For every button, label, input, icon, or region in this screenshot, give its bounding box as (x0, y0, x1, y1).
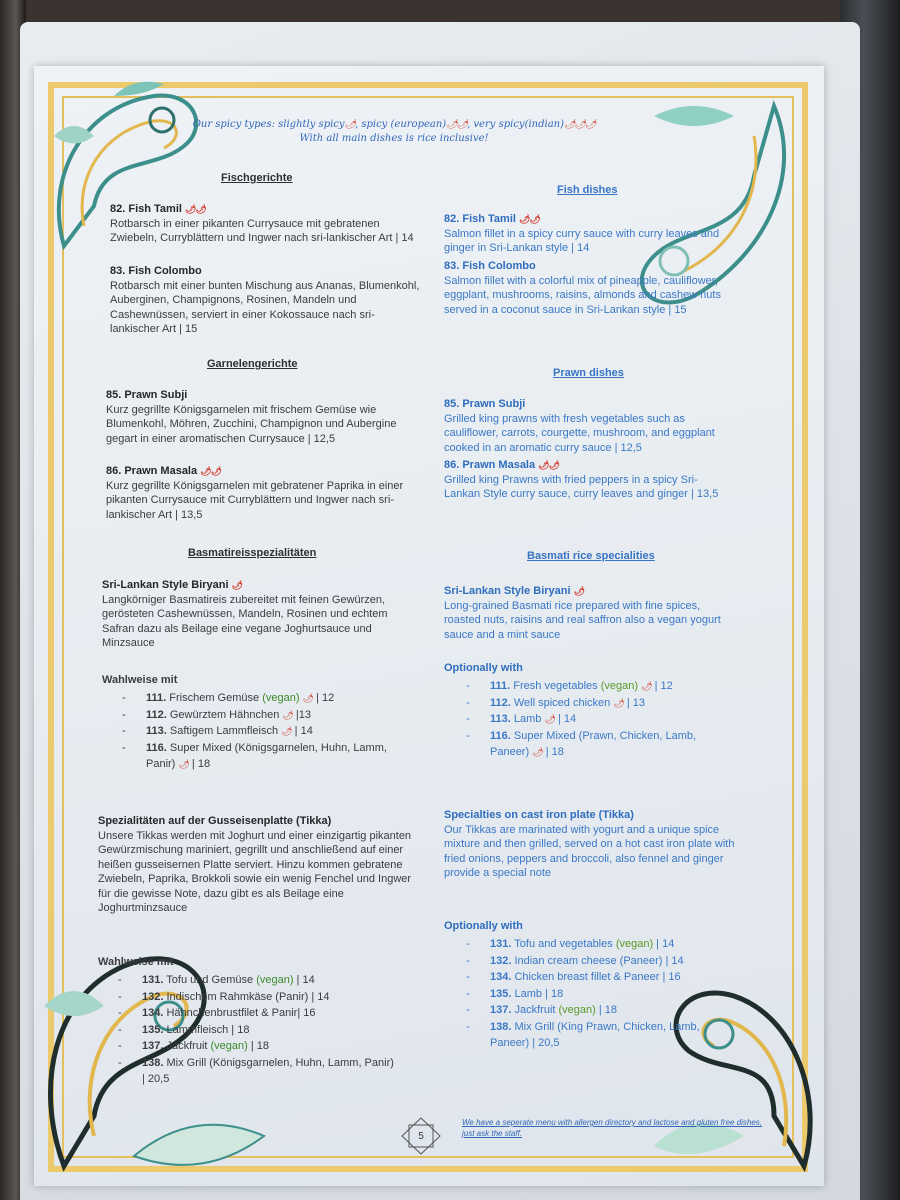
optional-label-de: Wahlweise mit (102, 674, 178, 686)
list-item: - 137. Jackfruit (vegan) | 18 (466, 1004, 618, 1016)
dish-name: 82. Fish Tamil 🌶🌶 (110, 203, 206, 215)
list-item: - 134. Chicken breast fillet & Paneer | 16 (466, 971, 681, 983)
dish-name: 86. Prawn Masala 🌶🌶 (106, 465, 222, 477)
list-item: - 135. Lammfleisch | 18 (118, 1023, 250, 1036)
dish-description: Long-grained Basmati rice prepared with fine spices, roasted nuts, raisins and real saffron also a vegan yogurt sauce and a mint sauce (444, 599, 721, 641)
list-item: - 132. Indian cream cheese (Paneer) | 14 (466, 954, 684, 967)
dish-86-de (106, 464, 421, 522)
list-item: - 138. Mix Grill (Königsgarnelen, Huhn, Lamm, Panir) | 20,5 (118, 1056, 394, 1085)
optional-label-en: Optionally with (444, 662, 523, 674)
list-item: - 113. Saftigem Lammfleisch 🌶 | 14 (122, 725, 313, 737)
rice-inclusive-note: With all main dishes is rice inclusive! (299, 133, 489, 144)
dish-description: Rotbarsch in einer pikanten Currysauce mit gebratenen Zwiebeln, Curryblättern und Ingwer nach sri-lankischer Art | 14 (110, 217, 414, 245)
dish-83-de (110, 264, 420, 337)
chili-icon: 🌶🌶 (519, 214, 540, 224)
spice-legend-prefix: Our spicy types: (192, 119, 275, 130)
chili-icon: 🌶🌶🌶 (564, 120, 596, 130)
chili-icon: 🌶 (532, 747, 543, 757)
dish-name: 86. Prawn Masala 🌶🌶 (444, 459, 560, 471)
dish-82-en (444, 212, 726, 256)
heading-basmati-en: Basmati rice specialities (527, 550, 655, 562)
list-item: - 131. Tofu and vegetables (vegan) | 14 (466, 938, 675, 950)
dish-tikka-de (98, 814, 418, 916)
dish-description: Kurz gegrillte Königsgarnelen mit gebratener Paprika in einer pikanten Currysauce mit Curryblättern und Ingwer nach sri-lankischer Art | 13,5 (106, 479, 404, 521)
spice-legend-very: very spicy(indian) (473, 119, 565, 130)
list-item: - 113. Lamb 🌶 | 14 (466, 713, 577, 725)
dish-name: 83. Fish Colombo (444, 260, 536, 272)
chili-icon: 🌶 (613, 697, 624, 708)
chili-icon: 🌶 (178, 759, 189, 769)
dish-description: Salmon fillet in a spicy curry sauce with curry leaves and ginger in Sri-Lankan style | 14 (444, 227, 720, 255)
list-item: - 132. Indischem Rahmkäse (Panir) | 14 (118, 990, 330, 1003)
dish-biryani-de (102, 578, 422, 651)
dish-name: Sri-Lankan Style Biryani 🌶 (444, 585, 585, 597)
dish-description: Kurz gegrillte Königsgarnelen mit frischem Gemüse wie Blumenkohl, Möhren, Zucchini, Champignon und Aubergine gegart in einer aromatischen Currysauce | 12,5 (106, 403, 397, 445)
dish-85-en (444, 397, 729, 455)
list-item: - 135. Lamb | 18 (466, 987, 564, 1000)
chili-icon: 🌶🌶 (538, 460, 560, 470)
chili-icon: 🌶🌶 (200, 466, 222, 476)
list-item: - 138. Mix Grill (King Prawn, Chicken, Lamb, Paneer) | 20,5 (466, 1020, 700, 1049)
list-item: - 111. Fresh vegetables (vegan) 🌶 | 12 (466, 680, 673, 692)
chili-icon: 🌶 (302, 693, 313, 703)
dish-83-en (444, 259, 726, 317)
list-item: - 137. Jackfruit (vegan) | 18 (118, 1040, 270, 1052)
chili-icon: 🌶 (641, 681, 652, 691)
tikka-options-en (446, 936, 706, 1052)
heading-prawn-de: Garnelengerichte (207, 358, 298, 370)
dish-name: 85. Prawn Subji (444, 398, 526, 410)
list-item: - 116. Super Mixed (Königsgarnelen, Huhn, Lamm, Panir) 🌶 | 18 (122, 741, 387, 770)
heading-basmati-de: Basmatireisspezialitäten (188, 547, 317, 559)
tikka-options-de (98, 972, 398, 1088)
spice-legend-spicy: spicy (european) (361, 119, 447, 130)
dish-tikka-en (444, 808, 739, 881)
dish-86-en (444, 458, 729, 502)
biryani-options-en (446, 678, 726, 761)
dish-description: Rotbarsch mit einer bunten Mischung aus Ananas, Blumenkohl, Auberginen, Champignons, Rosinen, Mandeln und Cashewnüssen, serviert in einer Kokossauce nach sri-lankischer Art | 15 (110, 279, 420, 336)
dish-name: Spezialitäten auf der Gusseisenplatte (Tikka) (98, 815, 332, 827)
chili-icon: 🌶 (544, 714, 555, 724)
dish-82-de (110, 202, 420, 246)
dish-85-de (106, 388, 421, 446)
chili-icon: 🌶🌶 (185, 204, 206, 214)
chili-icon: 🌶 (231, 580, 243, 590)
list-item: - 111. Frischem Gemüse (vegan) 🌶 | 12 (122, 692, 335, 704)
dish-description: Langkörniger Basmatireis zubereitet mit feinen Gewürzen, gerösteten Cashewnüssen, Mandeln, Rosinen und echtem Safran dazu als Beilage eine vegane Joghurtsauce und Minzsauce (102, 593, 388, 650)
biryani-options-de (102, 690, 402, 773)
menu-page (34, 66, 824, 1186)
dish-description: Grilled king Prawns with fried peppers in a spicy Sri-Lankan Style curry sauce, curry leaves and ginger | 13,5 (444, 473, 719, 501)
heading-fish-de: Fischgerichte (221, 172, 293, 184)
list-item: - 112. Gewürztem Hähnchen 🌶 |13 (122, 708, 311, 721)
allergen-note: We have a seperate menu with allergen directory and lactose and gluten free dishes, just ask the staff. (462, 1118, 763, 1138)
dish-description: Our Tikkas are marinated with yogurt and a unique spice mixture and then grilled, served on a hot cast iron plate with fried onions, peppers and broccoli, also fennel and ginger provide a special note (444, 823, 735, 880)
chili-icon: 🌶 (344, 120, 355, 130)
optional-label-de: Wahlweise mit (98, 956, 174, 968)
list-item: - 131. Tofu und Gemüse (vegan) | 14 (118, 974, 315, 986)
dish-name: Specialties on cast iron plate (Tikka) (444, 809, 634, 821)
dish-biryani-en (444, 584, 734, 642)
dish-description: Grilled king prawns with fresh vegetables such as cauliflower, carrots, courgette, mushroom, and eggplant cooked in an aromatic curry sauce | 12,5 (444, 412, 715, 454)
chili-icon: 🌶 (573, 586, 585, 596)
heading-fish-en: Fish dishes (557, 184, 618, 196)
chili-icon: 🌶🌶 (446, 120, 468, 130)
dish-name: 82. Fish Tamil 🌶🌶 (444, 213, 540, 225)
page-number: 5 (418, 1131, 424, 1142)
dish-name: 83. Fish Colombo (110, 265, 202, 277)
dish-name: 85. Prawn Subji (106, 389, 188, 401)
dish-description: Unsere Tikkas werden mit Joghurt und einer einzigartig pikanten Gewürzmischung mariniert, gegrillt und anschließend auf einer heißen gusseisernen Platte serviert. Hinzu kommen gebratene Zwiebeln, Paprika, Brokkoli sowie ein wenig Fenchel und Ingwer für die gewisse Note, dazu gibt es als Beilage eine Joghurtminzsauce (98, 829, 412, 915)
list-item: - 134. Hähnchenbrustfilet & Panir| 16 (118, 1007, 316, 1019)
chili-icon: 🌶 (282, 709, 293, 720)
spice-legend: Our spicy types: slightly spicy🌶, spicy (european)🌶🌶, very spicy(indian)🌶🌶🌶 With all main dishes is rice inclusive! (184, 118, 604, 146)
heading-prawn-en: Prawn dishes (553, 367, 624, 379)
spice-legend-slightly: slightly spicy (278, 119, 345, 130)
dish-name: Sri-Lankan Style Biryani 🌶 (102, 579, 243, 591)
dish-description: Salmon fillet with a colorful mix of pineapple, cauliflower, eggplant, mushrooms, raisins, almonds and cashew nuts served in a coconut sauce in Sri-Lankan style | 15 (444, 274, 721, 316)
optional-label-en: Optionally with (444, 920, 523, 932)
chili-icon: 🌶 (281, 726, 292, 736)
list-item: - 112. Well spiced chicken 🌶 | 13 (466, 696, 645, 709)
list-item: - 116. Super Mixed (Prawn, Chicken, Lamb, Paneer) 🌶 | 18 (466, 729, 697, 758)
